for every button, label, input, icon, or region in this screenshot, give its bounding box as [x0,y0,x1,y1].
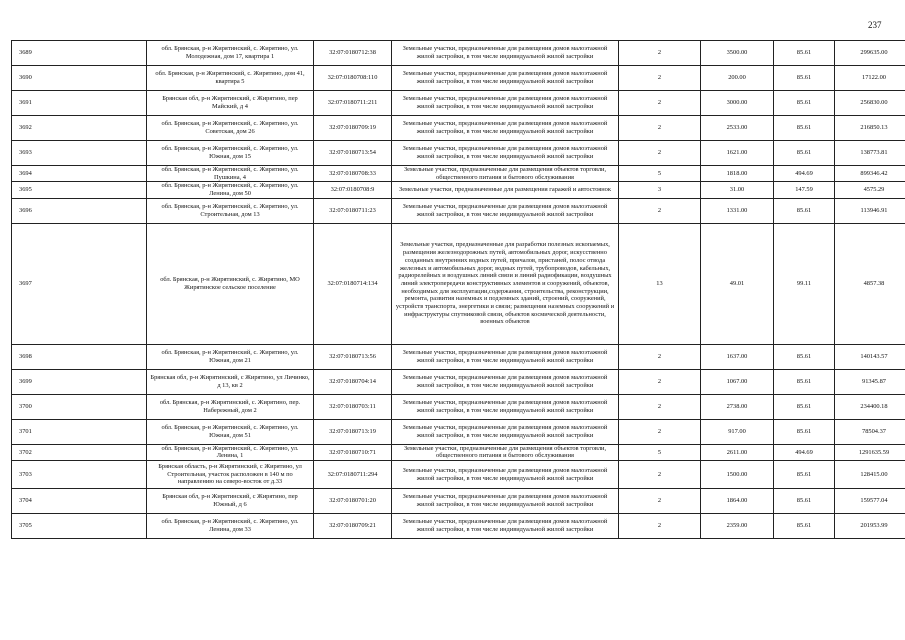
row-number: 3704 [12,489,147,514]
address-cell: обл. Брянская, р-н Жирятинский, с. Жирятино, ул. Ленина, 1 [147,444,314,460]
group-number-cell: 2 [619,141,701,166]
table-row [12,461,905,489]
area-cell: 2611.00 [701,444,774,460]
group-number-cell: 2 [619,344,701,369]
cadastral-value-cell: 78504.37 [835,419,905,444]
group-number-cell: 2 [619,91,701,116]
address-cell: обл. Брянская, р-н Жирятинский, с. Жирятино, дом 41, квартира 5 [147,66,314,91]
area-cell: 1864.00 [701,489,774,514]
land-use-cell: Земельные участки, предназначенные для размещения объектов торговли, общественного питания и бытового обслуживания [392,166,619,182]
specific-value-cell: 494.69 [774,444,835,460]
area-cell: 1621.00 [701,141,774,166]
cadastral-number-cell: 32:07:0180714:134 [314,223,392,344]
cadastral-number-cell: 32:07:0180709:19 [314,116,392,141]
cadastral-number-cell: 32:07:0180713:56 [314,344,392,369]
table-row [12,116,905,141]
cadastral-value-cell: 113946.91 [835,198,905,223]
address-cell: обл. Брянская, р-н Жирятинский, с. Жирятино, ул. Молодежная, дом 17, квартира 1 [147,41,314,66]
cadastral-value-cell: 128415.00 [835,461,905,489]
page-number: 237 [868,20,882,30]
group-number-cell: 2 [619,41,701,66]
address-cell: обл. Брянская, р-н Жирятинский, с. Жирятино, пер. Набережный, дом 2 [147,394,314,419]
address-cell: Брянская обл, р-н Жирятинский, с Жирятино, ул Личинко, д 13, кв 2 [147,369,314,394]
row-number: 3694 [12,166,147,182]
address-cell: обл. Брянская, р-н Жирятинский, с. Жирятино, ул. Строительная, дом 13 [147,198,314,223]
land-use-cell: Земельные участки, предназначенные для размещения домов малоэтажной жилой застройки, в том числе индивидуальной жилой застройки [392,489,619,514]
specific-value-cell: 85.61 [774,66,835,91]
area-cell: 3500.00 [701,41,774,66]
cadastral-value-cell: 91345.87 [835,369,905,394]
address-cell: обл. Брянская, р-н Жирятинский, с. Жирятино, ул. Ленина, дом 33 [147,514,314,539]
group-number-cell: 2 [619,514,701,539]
row-number: 3691 [12,91,147,116]
area-cell: 31.00 [701,182,774,198]
table-row [12,91,905,116]
land-use-cell: Земельные участки, предназначенные для размещения домов малоэтажной жилой застройки, в том числе индивидуальной жилой застройки [392,344,619,369]
table-row [12,489,905,514]
table-row [12,514,905,539]
cadastral-value-cell: 256830.00 [835,91,905,116]
land-use-cell: Земельные участки, предназначенные для размещения домов малоэтажной жилой застройки, в том числе индивидуальной жилой застройки [392,41,619,66]
cadastral-number-cell: 32:07:0180708:110 [314,66,392,91]
table-row [12,419,905,444]
land-use-cell: Земельные участки, предназначенные для размещения домов малоэтажной жилой застройки, в том числе индивидуальной жилой застройки [392,141,619,166]
table-row [12,141,905,166]
cadastral-value-cell: 159577.04 [835,489,905,514]
row-number: 3701 [12,419,147,444]
table-row [12,369,905,394]
address-cell: Брянская область, р-н Жирятинский, с Жирятино, ул Строительная, участок расположен в 140 м по направлению на северо-восток от д.33 [147,461,314,489]
row-number: 3698 [12,344,147,369]
address-cell: обл. Брянская, р-н Жирятинский, с. Жирятино, ул. Пушкина, 4 [147,166,314,182]
row-number: 3703 [12,461,147,489]
specific-value-cell: 85.61 [774,419,835,444]
specific-value-cell: 85.61 [774,91,835,116]
address-cell: обл. Брянская, р-н Жирятинский, с. Жирятино, ул. Южная, дом 15 [147,141,314,166]
address-cell: Брянская обл, р-н Жирятинский, с Жирятино, пер Южный, д 6 [147,489,314,514]
land-use-cell: Земельные участки, предназначенные для размещения домов малоэтажной жилой застройки, в том числе индивидуальной жилой застройки [392,198,619,223]
cadastral-number-cell: 32:07:0180708:33 [314,166,392,182]
cadastral-number-cell: 32:07:0180703:11 [314,394,392,419]
specific-value-cell: 85.61 [774,141,835,166]
specific-value-cell: 85.61 [774,41,835,66]
cadastral-value-cell: 899346.42 [835,166,905,182]
address-cell: обл. Брянская, р-н Жирятинский, с. Жирятино, ул. Советская, дом 26 [147,116,314,141]
row-number: 3700 [12,394,147,419]
cadastral-number-cell: 32:07:0180711:211 [314,91,392,116]
row-number: 3696 [12,198,147,223]
table-body [12,41,905,539]
group-number-cell: 5 [619,444,701,460]
land-use-cell: Земельные участки, предназначенные для размещения домов малоэтажной жилой застройки, в том числе индивидуальной жилой застройки [392,514,619,539]
cadastral-number-cell: 32:07:0180701:20 [314,489,392,514]
land-registry-table [11,40,905,539]
cadastral-value-cell: 1291635.59 [835,444,905,460]
cadastral-value-cell: 299635.00 [835,41,905,66]
row-number: 3690 [12,66,147,91]
table-row [12,66,905,91]
cadastral-number-cell: 32:07:0180712:38 [314,41,392,66]
area-cell: 2359.00 [701,514,774,539]
cadastral-number-cell: 32:07:0180710:71 [314,444,392,460]
cadastral-number-cell: 32:07:0180711:294 [314,461,392,489]
cadastral-value-cell: 140143.57 [835,344,905,369]
specific-value-cell: 147.59 [774,182,835,198]
table-row [12,41,905,66]
address-cell: Брянская обл, р-н Жирятинский, с Жирятино, пер Майский, д 4 [147,91,314,116]
table-row [12,344,905,369]
area-cell: 2533.00 [701,116,774,141]
group-number-cell: 13 [619,223,701,344]
cadastral-value-cell: 201953.99 [835,514,905,539]
table-row [12,166,905,182]
area-cell: 49.01 [701,223,774,344]
address-cell: обл. Брянская, р-н Жирятинский, с. Жирятино, ул. Южная, дом 21 [147,344,314,369]
group-number-cell: 2 [619,419,701,444]
cadastral-value-cell: 234400.18 [835,394,905,419]
land-use-cell: Земельные участки, предназначенные для размещения домов малоэтажной жилой застройки, в том числе индивидуальной жилой застройки [392,461,619,489]
area-cell: 3000.00 [701,91,774,116]
specific-value-cell: 99.11 [774,223,835,344]
table-row [12,394,905,419]
specific-value-cell: 85.61 [774,198,835,223]
group-number-cell: 2 [619,66,701,91]
group-number-cell: 2 [619,369,701,394]
group-number-cell: 2 [619,489,701,514]
group-number-cell: 2 [619,394,701,419]
cadastral-number-cell: 32:07:0180713:54 [314,141,392,166]
area-cell: 917.00 [701,419,774,444]
specific-value-cell: 85.61 [774,344,835,369]
address-cell: обл. Брянская, р-н Жирятинский, с. Жирятино, ул. Ленина, дом 50 [147,182,314,198]
area-cell: 1818.00 [701,166,774,182]
cadastral-value-cell: 4857.38 [835,223,905,344]
group-number-cell: 3 [619,182,701,198]
cadastral-value-cell: 216850.13 [835,116,905,141]
table-row [12,223,905,344]
area-cell: 1331.00 [701,198,774,223]
cadastral-value-cell: 17122.00 [835,66,905,91]
address-cell: обл. Брянская, р-н Жирятинский, с. Жирятино, МО Жирятинское сельское поселение [147,223,314,344]
specific-value-cell: 85.61 [774,461,835,489]
row-number: 3697 [12,223,147,344]
area-cell: 1500.00 [701,461,774,489]
land-use-cell: Земельные участки, предназначенные для размещения гаражей и автостоянок [392,182,619,198]
specific-value-cell: 494.69 [774,166,835,182]
land-use-cell: Земельные участки, предназначенные для размещения домов малоэтажной жилой застройки, в том числе индивидуальной жилой застройки [392,66,619,91]
land-use-cell: Земельные участки, предназначенные для размещения домов малоэтажной жилой застройки, в том числе индивидуальной жилой застройки [392,116,619,141]
area-cell: 200.00 [701,66,774,91]
land-use-cell: Земельные участки, предназначенные для размещения домов малоэтажной жилой застройки, в том числе индивидуальной жилой застройки [392,394,619,419]
group-number-cell: 2 [619,461,701,489]
cadastral-value-cell: 138773.81 [835,141,905,166]
cadastral-number-cell: 32:07:0180713:19 [314,419,392,444]
row-number: 3689 [12,41,147,66]
land-use-cell: Земельные участки, предназначенные для размещения домов малоэтажной жилой застройки, в том числе индивидуальной жилой застройки [392,91,619,116]
area-cell: 2738.00 [701,394,774,419]
specific-value-cell: 85.61 [774,514,835,539]
area-cell: 1067.00 [701,369,774,394]
cadastral-number-cell: 32:07:0180704:14 [314,369,392,394]
specific-value-cell: 85.61 [774,116,835,141]
cadastral-number-cell: 32:07:0180709:21 [314,514,392,539]
row-number: 3702 [12,444,147,460]
area-cell: 1637.00 [701,344,774,369]
group-number-cell: 5 [619,166,701,182]
specific-value-cell: 85.61 [774,369,835,394]
address-cell: обл. Брянская, р-н Жирятинский, с. Жирятино, ул. Южная, дом 51 [147,419,314,444]
row-number: 3699 [12,369,147,394]
table-row [12,182,905,198]
cadastral-value-cell: 4575.29 [835,182,905,198]
table-row [12,198,905,223]
row-number: 3695 [12,182,147,198]
land-use-cell: Земельные участки, предназначенные для размещения домов малоэтажной жилой застройки, в том числе индивидуальной жилой застройки [392,419,619,444]
row-number: 3705 [12,514,147,539]
cadastral-number-cell: 32:07:0180708:9 [314,182,392,198]
row-number: 3692 [12,116,147,141]
group-number-cell: 2 [619,116,701,141]
cadastral-number-cell: 32:07:0180711:23 [314,198,392,223]
table-row [12,444,905,460]
land-use-cell: Земельные участки, предназначенные для размещения домов малоэтажной жилой застройки, в том числе индивидуальной жилой застройки [392,369,619,394]
specific-value-cell: 85.61 [774,489,835,514]
land-use-cell: Земельные участки, предназначенные для разработки полезных ископаемых, размещения железнодорожных путей, автомобильных дорог, искусственно созданных внутренних водных путей, причалов, пристаней, полос отвода железных и автомобильных дорог, водных путей, трубопроводов, кабельных, радиорелейных и воздушных линий связи и линий радиофикации, воздушных линий электропередачи конструктивных элементов и сооружений, объектов, необходимых для эксплуатации,содержания, строительства, реконструкции, ремонта, развития наземных и подземных зданий, строений, сооружений, устройств транспорта, энергетики и связи; размещения наземных сооружений и инфраструктуры спутниковой связи, объектов космической деятельности, военных объектов [392,223,619,344]
specific-value-cell: 85.61 [774,394,835,419]
group-number-cell: 2 [619,198,701,223]
land-use-cell: Земельные участки, предназначенные для размещения объектов торговли, общественного питания и бытового обслуживания [392,444,619,460]
row-number: 3693 [12,141,147,166]
